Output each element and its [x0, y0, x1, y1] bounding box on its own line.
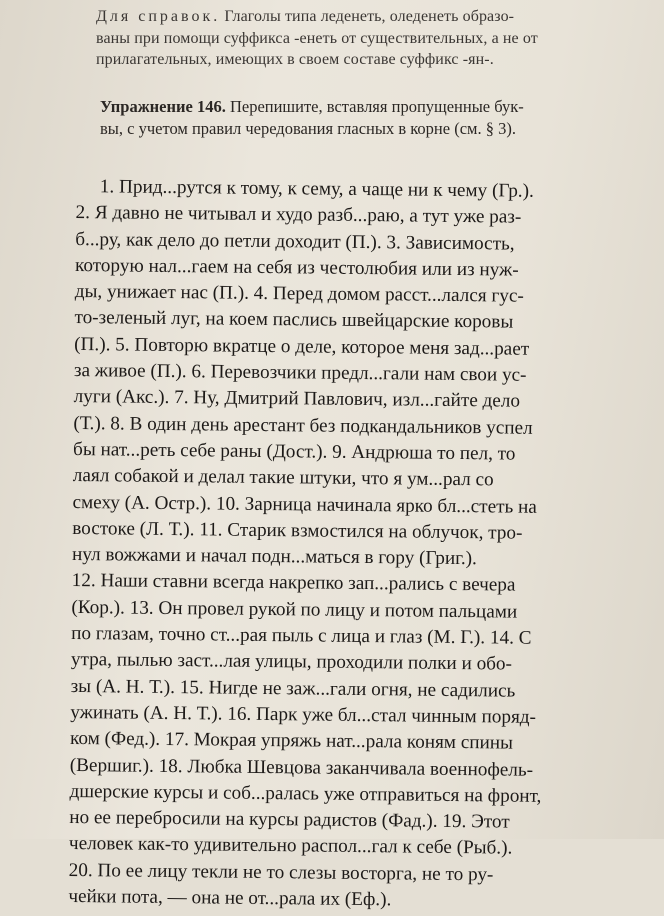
- text-line: бы нат...реть себе раны (Дост.). 9. Андрюша то пел, то: [73, 438, 516, 465]
- text-line: утра, пылью заст...лая улицы, проходили полки и обо-: [70, 649, 513, 675]
- text-line: (Кор.). 13. Он провел рукой по лицу и потом пальцами: [71, 596, 518, 623]
- text-line: человек как-то удивительно распол...гал к себе (Рыб.).: [68, 833, 513, 860]
- exercise-number: Упражнение 146.: [100, 97, 226, 116]
- text-line: ком (Фед.). 17. Мокрая упряжь нат...рала коням спины: [69, 728, 514, 754]
- text-line: луги (Акс.). 7. Ну, Дмитрий Павлович, изл...гайте дело: [73, 386, 521, 413]
- text-line: (Т.). 8. В один день арестант без подкандальников успел: [73, 412, 533, 439]
- exercise-heading: [100, 96, 636, 140]
- text-line: 12. Наши ставни всегда накрепко зап...рались с вечера: [71, 570, 516, 597]
- exercise-task: вы, с учетом правил чередования гласных в корне (см. § 3).: [100, 119, 516, 138]
- text-line: 2. Я давно не читывал и худо разб...раю, а тут уже раз-: [75, 202, 522, 228]
- note-line: ваны при помощи суффикса -енеть от существительных, а не от: [96, 29, 538, 47]
- text-line: чейки пота, — она не от...рала их (Еф.).: [68, 885, 392, 911]
- text-line: то-зеленый луг, на коем паслись швейцарские коровы: [74, 307, 514, 334]
- text-line: смеху (А. Остр.). 10. Зарница начинала ярко бл...стеть на: [72, 491, 537, 518]
- text-line: 1. Прид...рутся к тому, к сему, а чаще ни к чему (Гр.).: [99, 176, 534, 202]
- text-line: б...ру, как дело до петли доходит (П.). 3. Зависимость,: [75, 228, 515, 255]
- text-line: за живое (П.). 6. Перевозчики предл...гали нам свои ус-: [73, 360, 527, 386]
- note-line: Глаголы типа леденеть, оледенеть образо-: [220, 8, 515, 25]
- text-line: ды, унижает нас (П.). 4. Перед домом расст...лался гус-: [74, 281, 524, 307]
- exercise-text: [68, 174, 658, 916]
- text-line: востоке (Л. Т.). 11. Старик взмостился на облучок, тро-: [72, 517, 523, 544]
- reference-note: [96, 6, 652, 71]
- text-line: по глазам, точно ст...рая пыль с лица и глаз (М. Г.). 14. С: [71, 623, 532, 649]
- text-line: (Вершиг.). 18. Любка Шевцова заканчивала военнофель-: [69, 754, 534, 781]
- text-line: ужинать (А. Н. Т.). 16. Парк уже бл...стал чинным поряд-: [70, 701, 537, 728]
- text-line: (П.). 5. Повторю вкратце о деле, которое меня зад...рает: [74, 333, 530, 360]
- text-line: которую нал...гаем на себя из честолюбия или из нуж-: [74, 254, 519, 281]
- text-line: дшерские курсы и соб...ралась уже отправиться на фронт,: [69, 780, 542, 807]
- text-line: но ее перебросили на курсы радистов (Фад.). 19. Этот: [69, 807, 510, 833]
- text-line: нул вожжами и начал подн...маться в гору (Григ.).: [71, 544, 478, 570]
- exercise-task: Перепишите, вставляя пропущенные бук-: [225, 97, 524, 116]
- text-line: лаял собакой и делал такие штуки, что я ум...рал со: [72, 465, 494, 491]
- note-line: прилагательных, имеющих в своем составе суффикс -ян-.: [96, 51, 494, 68]
- text-line: зы (А. Н. Т.). 15. Нигде не заж...гали огня, не садились: [70, 675, 516, 702]
- note-lead: Для справок.: [96, 8, 221, 25]
- text-line: 20. По ее лицу текли не то слезы восторга, не то ру-: [68, 859, 494, 886]
